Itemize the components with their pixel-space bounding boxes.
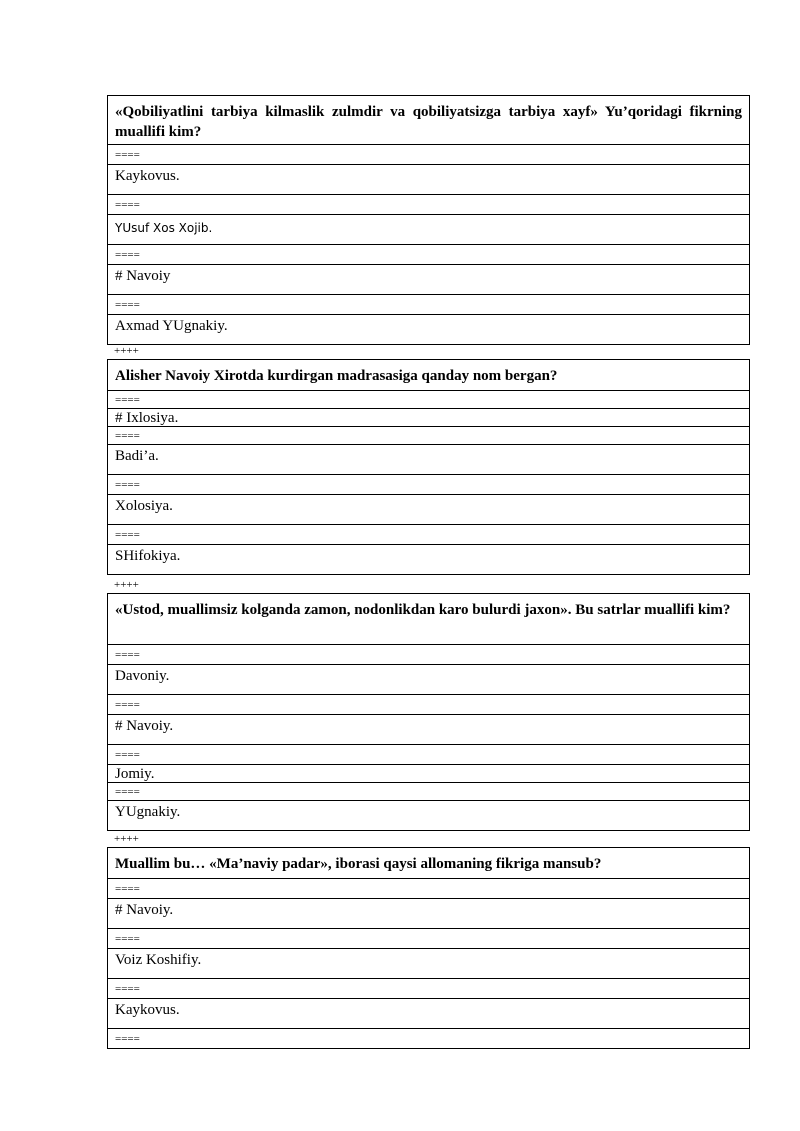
answer-separator: ====: [108, 879, 749, 899]
answer-separator: ====: [108, 1029, 749, 1049]
answer-option-correct: # Ixlosiya.: [108, 409, 749, 427]
answer-option: Kaykovus.: [108, 165, 749, 195]
answer-option: Voiz Koshifiy.: [108, 949, 749, 979]
answer-option: YUgnakiy.: [108, 801, 749, 831]
answer-separator: ====: [108, 645, 749, 665]
answer-option-correct: # Navoiy: [108, 265, 749, 295]
question-text: Alisher Navoiy Xirotda kurdirgan madrasasiga qanday nom bergan?: [108, 360, 749, 391]
block-delimiter: ++++: [114, 345, 139, 357]
question-text: «Ustod, muallimsiz kolganda zamon, nodonlikdan karo bulurdi jaxon». Bu satrlar muallifi kim?: [108, 594, 749, 645]
answer-separator: ====: [108, 391, 749, 409]
question-text: «Qobiliyatlini tarbiya kilmaslik zulmdir va qobiliyatsizga tarbiya xayf» Yu’qoridagi fikrning muallifi kim?: [108, 96, 749, 145]
answer-separator: ====: [108, 745, 749, 765]
answer-option: Davoniy.: [108, 665, 749, 695]
answer-option: SHifokiya.: [108, 545, 749, 575]
answer-separator: ====: [108, 195, 749, 215]
question-block-2: [107, 359, 750, 575]
question-text: Muallim bu… «Ma’naviy padar», iborasi qaysi allomaning fikriga mansub?: [108, 848, 749, 879]
answer-option: Jomiy.: [108, 765, 749, 783]
answer-option: Xolosiya.: [108, 495, 749, 525]
answer-option: Badi’a.: [108, 445, 749, 475]
question-block-4: [107, 847, 750, 1049]
answer-option: Kaykovus.: [108, 999, 749, 1029]
block-delimiter: ++++: [114, 833, 139, 845]
answer-separator: ====: [108, 475, 749, 495]
answer-option-correct: # Navoiy.: [108, 899, 749, 929]
answer-separator: ====: [108, 525, 749, 545]
answer-separator: ====: [108, 979, 749, 999]
answer-separator: ====: [108, 427, 749, 445]
question-block-1: [107, 95, 750, 345]
answer-separator: ====: [108, 929, 749, 949]
answer-option: Axmad YUgnakiy.: [108, 315, 749, 345]
answer-separator: ====: [108, 145, 749, 165]
answer-separator: ====: [108, 245, 749, 265]
question-block-3: [107, 593, 750, 831]
answer-option: YUsuf Xos Xojib.: [108, 215, 749, 245]
answer-separator: ====: [108, 295, 749, 315]
answer-separator: ====: [108, 695, 749, 715]
answer-separator: ====: [108, 783, 749, 801]
block-delimiter: ++++: [114, 579, 139, 591]
answer-option-correct: # Navoiy.: [108, 715, 749, 745]
